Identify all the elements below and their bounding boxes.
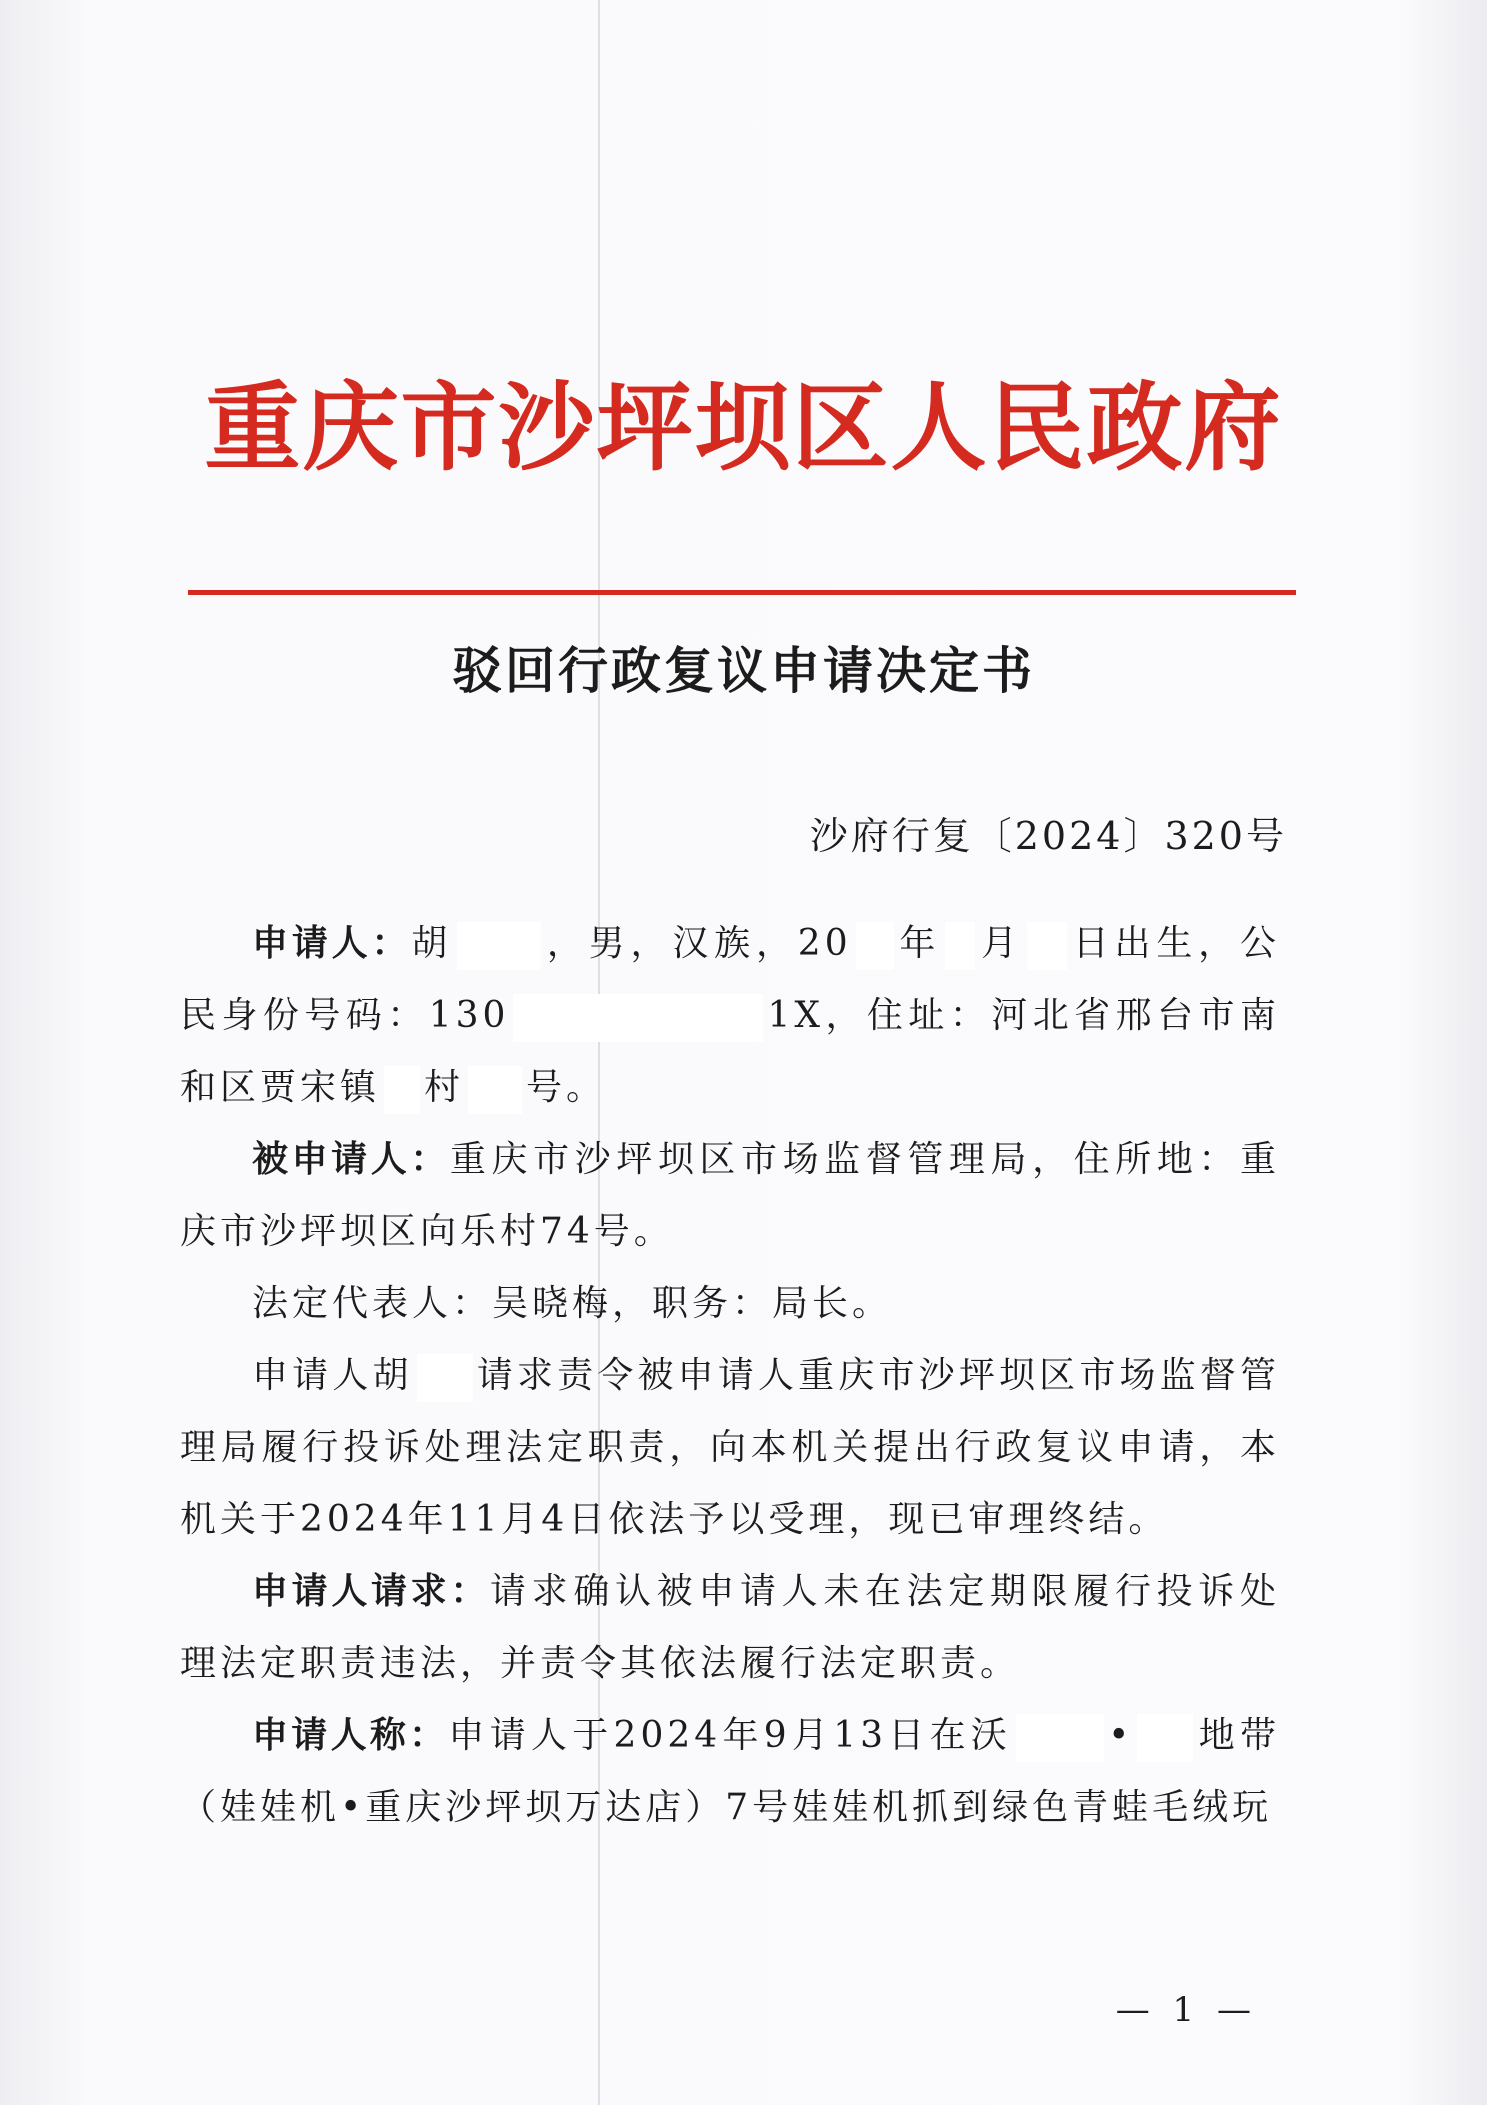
redaction-block [513,994,763,1042]
legal-rep-paragraph: 法定代表人：吴晓梅，职务：局长。 [252,1283,893,1324]
document-number: 沙府行复〔2024〕320号 [809,814,1287,858]
applicant-name: 胡 [411,923,454,964]
redaction-block [417,1354,473,1402]
redaction-block [457,922,541,970]
applicant-paragraph: 申请人：胡 ，男，汉族，20 年 月 日出生，公民身份号码：130 1X，住址：河北省邢台市南和区贾宋镇 村 号。 [180,908,1280,1124]
redaction-block [1016,1714,1104,1762]
red-separator-line [188,590,1296,595]
redaction-block [856,922,894,970]
redaction-block [945,922,975,970]
request-label: 申请人请求： [252,1571,490,1612]
claim-paragraph: 申请人称：申请人于2024年9月13日在沃 • 地带（娃娃机•重庆沙坪坝万达店）7号娃娃机抓到绿色青蛙毛绒玩 [180,1715,1280,1828]
respondent-label: 被申请人： [252,1139,450,1180]
redaction-block [1137,1714,1193,1762]
request-paragraph: 申请人请求：请求确认被申请人未在法定期限履行投诉处理法定职责违法，并责令其依法履行法定职责。 [180,1571,1280,1684]
masthead: 重庆市沙坪坝区人民政府 [204,371,1283,484]
redaction-block [384,1066,420,1114]
claim-label: 申请人称： [252,1715,449,1756]
respondent-paragraph: 被申请人：重庆市沙坪坝区市场监督管理局，住所地：重庆市沙坪坝区向乐村74号。 [180,1139,1280,1252]
redaction-block [468,1066,522,1114]
page-number: — 1 — [1115,1990,1257,2030]
applicant-label: 申请人： [252,923,412,964]
case-intro-paragraph: 申请人胡 请求责令被申请人重庆市沙坪坝区市场监督管理局履行投诉处理法定职责，向本机关提出行政复议申请，本机关于2024年11月4日依法予以受理，现已审理终结。 [180,1355,1280,1540]
document-body [180,908,1280,1844]
redaction-block [1027,922,1067,970]
document-title: 驳回行政复议申请决定书 [452,641,1035,700]
